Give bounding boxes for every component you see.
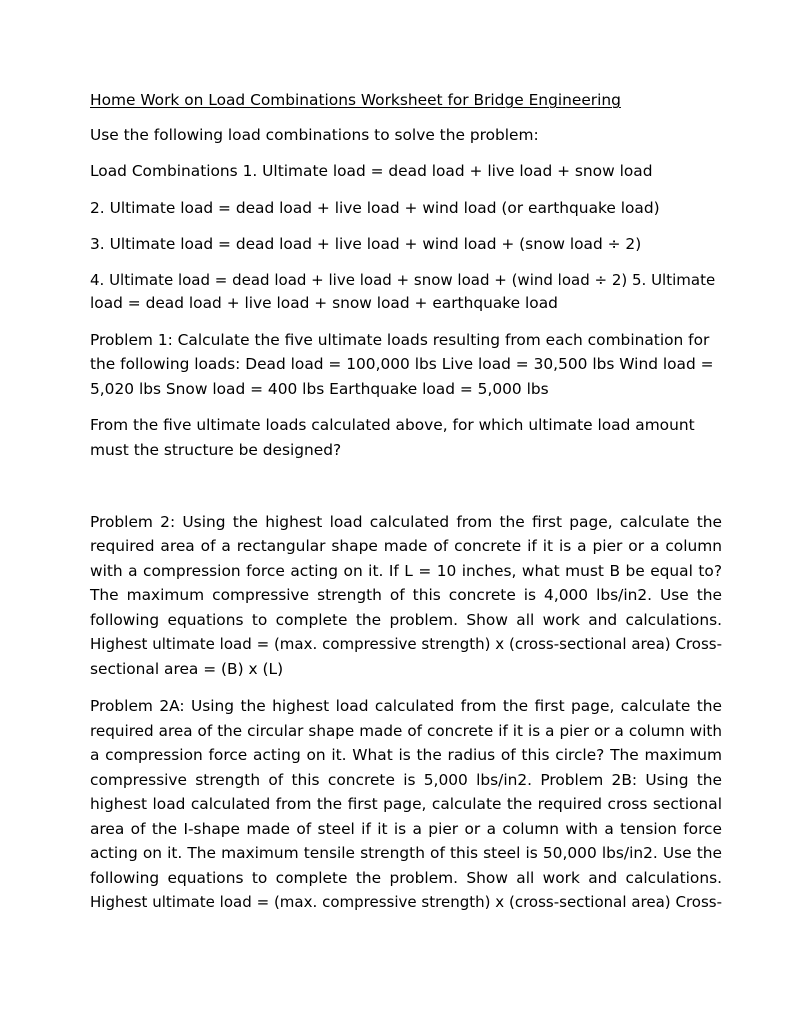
problem2a-line-1: Problem 2A: Using the highest load calculated from the first page, calculate the [90, 697, 722, 715]
problem2-line-7: sectional area = (B) x (L) [90, 660, 284, 678]
combination-line-4: 4. Ultimate load = dead load + live load + snow load + (wind load ÷ 2) 5. Ultimate [90, 271, 716, 289]
combination-line-2: 2. Ultimate load = dead load + live load + wind load (or earthquake load) [90, 199, 660, 217]
problem2a-line-3: a compression force acting on it. What is the radius of this circle? The maximum [90, 746, 722, 764]
combination-line-3: 3. Ultimate load = dead load + live load + wind load + (snow load ÷ 2) [90, 235, 642, 253]
intro-line: Use the following load combinations to solve the problem: [90, 126, 539, 144]
combination-line-5: load = dead load + live load + snow load + earthquake load [90, 294, 558, 312]
problem2-line-6: Highest ultimate load = (max. compressive strength) x (cross-sectional area) Cross- [90, 635, 722, 653]
problem2-line-2: required area of a rectangular shape made of concrete if it is a pier or a column [90, 537, 722, 555]
question-line-2: must the structure be designed? [90, 441, 342, 459]
problem1-line-2: the following loads: Dead load = 100,000 lbs Live load = 30,500 lbs Wind load = [90, 355, 714, 373]
problem1-line-3: 5,020 lbs Snow load = 400 lbs Earthquake load = 5,000 lbs [90, 380, 549, 398]
problem2a-line-7: acting on it. The maximum tensile strength of this steel is 50,000 lbs/in2. Use the [90, 844, 722, 862]
page-title: Home Work on Load Combinations Worksheet for Bridge Engineering [90, 91, 621, 109]
problem2-line-3: with a compression force acting on it. If L = 10 inches, what must B be equal to? [90, 562, 722, 580]
problem2a-line-8: following equations to complete the problem. Show all work and calculations. [90, 869, 722, 887]
problem2a-line-2: required area of the circular shape made of concrete if it is a pier or a column with [90, 722, 722, 740]
combination-line-1: Load Combinations 1. Ultimate load = dead load + live load + snow load [90, 162, 653, 180]
problem2a-line-6: area of the I-shape made of steel if it is a pier or a column with a tension force [90, 820, 722, 838]
problem1-line-1: Problem 1: Calculate the five ultimate loads resulting from each combination for [90, 331, 710, 349]
problem2-line-5: following equations to complete the problem. Show all work and calculations. [90, 611, 722, 629]
problem2-line-1: Problem 2: Using the highest load calculated from the first page, calculate the [90, 513, 722, 531]
problem2-line-4: The maximum compressive strength of this concrete is 4,000 lbs/in2. Use the [90, 586, 722, 604]
problem2a-line-4: compressive strength of this concrete is 5,000 lbs/in2. Problem 2B: Using the [90, 771, 722, 789]
problem2a-line-9: Highest ultimate load = (max. compressive strength) x (cross-sectional area) Cross- [90, 893, 722, 911]
problem2a-line-5: highest load calculated from the first page, calculate the required cross sectional [90, 795, 722, 813]
question-line-1: From the five ultimate loads calculated above, for which ultimate load amount [90, 416, 695, 434]
